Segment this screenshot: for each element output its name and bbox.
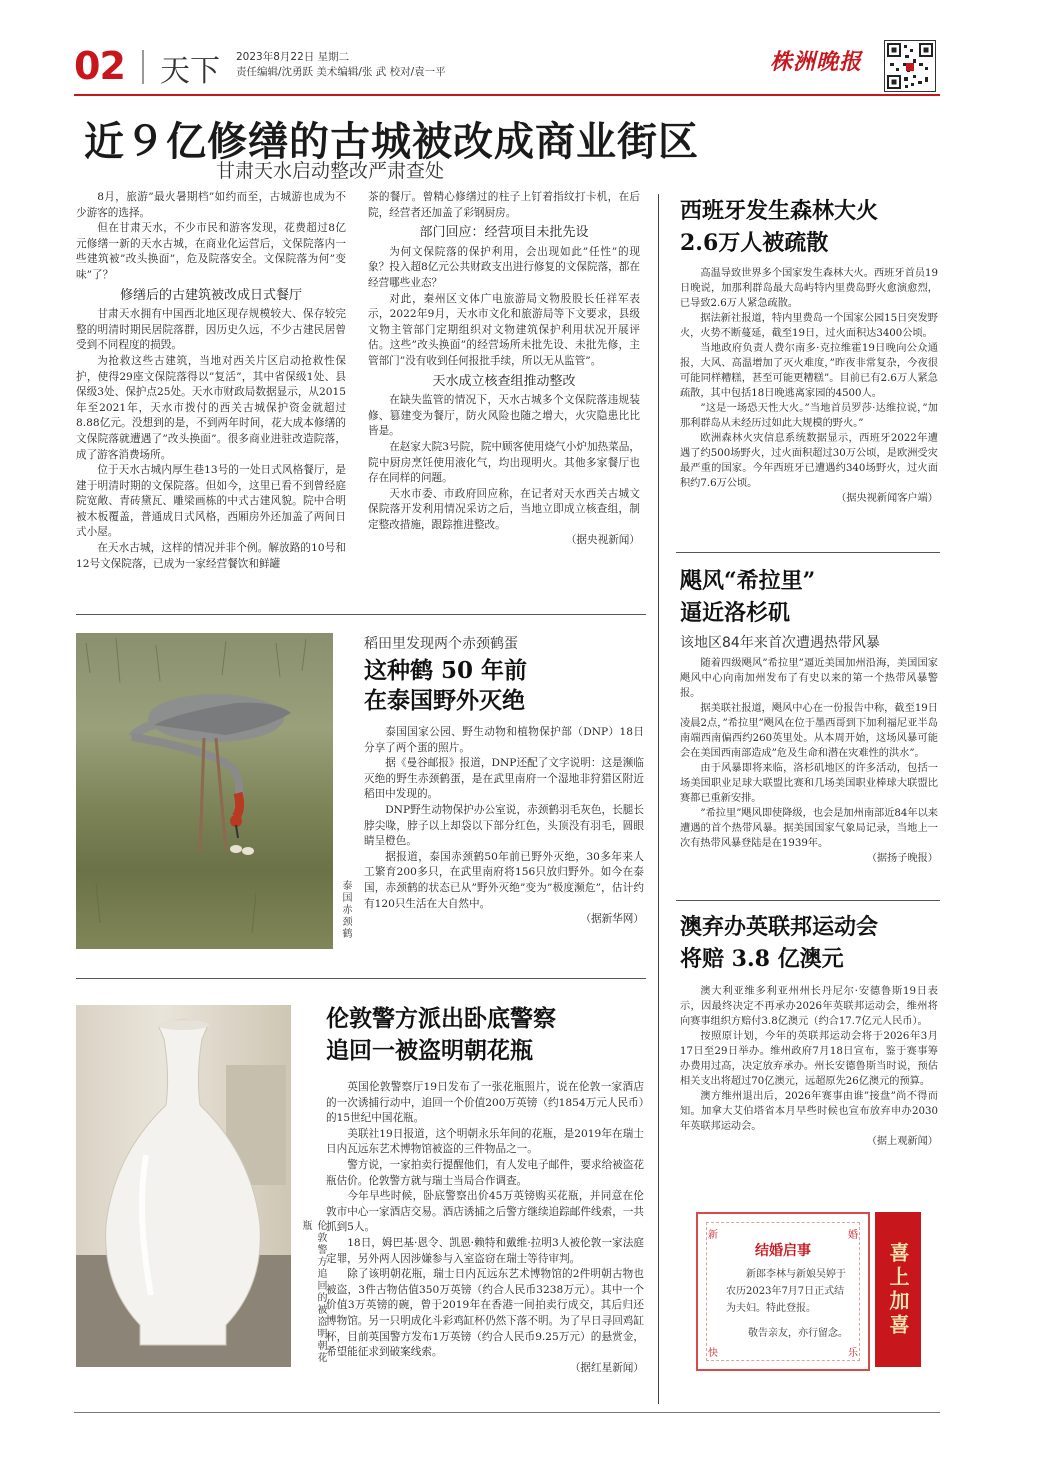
spain-title-line-1: 西班牙发生森林大火 (680, 198, 879, 224)
source-credit: （据新华网） (580, 913, 644, 926)
paragraph: 茶的餐厅。曾精心修缮过的柱子上钉着指纹打卡机，在后院，经营者还加盖了彩钢厨房。 (368, 191, 640, 219)
paragraph: 随着四级飓风”希拉里”逼近美国加州沿海，美国国家飓风中心向南加州发布了有史以来的第一个热带风暴警报。 (680, 658, 938, 699)
paragraph: 澳大利亚维多利亚州州长丹尼尔·安德鲁斯19日表示，因最终决定不再承办2026年英联邦运动会，维州将向赛事组织方赔付3.8亿澳元（约合17.7亿元人民币）。 (680, 986, 938, 1027)
games-title-line-2: 将赔 3.8 亿澳元 (680, 946, 844, 972)
section-divider (76, 614, 646, 615)
paragraph: 高温导致世界多个国家发生森林大火。西班牙首员19日晚说，加那利群岛最大岛屿特内里费岛野火愈演愈烈，已导致2.6万人紧急疏散。 (680, 268, 938, 309)
paragraph: 欧洲森林火灾信息系统数据显示，西班牙2022年遭遇了约500场野火，过火面积超过30万公顷，是欧洲受灾最严重的国家。今年西班牙已遭遇约340场野火，过火面积约7.6万公顷。 (680, 433, 938, 489)
corner-char: 婚 (848, 1230, 858, 1241)
vase-photo-caption: 伦敦警方追回的被盗明朝花瓶 (300, 1220, 326, 1364)
crane-kicker: 稻田里发现两个赤颈鹤蛋 (364, 636, 518, 652)
paragraph: 美联社19日报道，这个明朝永乐年间的花瓶，是2019年在瑞士日内瓦远东艺术博物馆被盗的三件物品之一。 (326, 1127, 644, 1156)
hilary-title-line-1: 飓风“希拉里” (680, 568, 816, 594)
paragraph: 除了该明朝花瓶，瑞士日内瓦远东艺术博物馆的2件明朝古物也被盗，3件古物估值350万英镑（约合人民币3238万元）。其中一个价值3万英镑的碗，曾于2019年在香港一间拍卖行成交，其后归还博物馆。另一只明成化斗彩鸡缸杯仍然下落不明。为了早日寻回鸡缸杯，目前英国警方发布1万英镑（约合人民币9.25万元）的悬赏金，希望能征求到破案线索。 (326, 1268, 644, 1359)
hilary-title-line-2: 逼近洛杉矶 (680, 600, 791, 626)
paragraph: 位于天水古城内厚生巷13号的一处日式风格餐厅，是建于明清时期的文保院落。但如今，这里已看不到曾经庭院宽敞、青砖黛瓦、雕梁画栋的中式古建风貌。院中合明被木板覆盖，普通成日式风格，西厢房外还加盖了两间日式小屋。 (76, 464, 346, 539)
source-credit: （据央视新闻客户端） (836, 493, 938, 504)
editors-line: 责任编辑/沈勇跃 美术编辑/张 武 校对/袁一平 (236, 66, 446, 78)
paragraph: 8月，旅游”最火暑期档”如约而至，古城游也成为不少游客的选择。 (76, 191, 346, 219)
paragraph: 在天水古城，这样的情况并非个例。解放路的10号和12号文保院落，已成为一家经营餐饮和鲜罐 (76, 542, 346, 570)
games-title-line-1: 澳弃办英联邦运动会 (680, 914, 879, 940)
vase-body (326, 1080, 644, 1376)
paragraph: 但在甘肃天水，不少市民和游客发现，花费超过8亿元修缮一新的天水古城，在商业化运营后，文保院落内一些建筑被”改头换面”，危及院落安全。文保院落为何”变味”了？ (76, 222, 346, 281)
vase-title-line-1: 伦敦警方派出卧底警察 (326, 1005, 556, 1032)
paragraph: ”这是一场恐天性大火。”当地首员罗莎·达维拉说，”加那利群岛从未经历过如此大规模的野火。” (680, 403, 938, 429)
paragraph: ”希拉里”飓风即使降级，也会是加州南部近84年以来遭遇的首个热带风暴。据美国国家气象局记录，当地上一次有热带风暴登陆是在1939年。 (680, 808, 938, 849)
paragraph: 为抢救这些古建筑，当地对西关片区启动抢救性保护，使得29座文保院落得以”复活”，其中省保级1处、县保级3处、保护点25处。天水市财政局数据显示，从2015年至2021年，天水市拨付的西关古城保护资金就超过8.88亿元。没想到的是，不到两年时间，花大成本修缮的文保院落就遭遇了”改头换面”。很多商业进驻改造院落，成了游客消费场所。 (76, 354, 346, 461)
lead-column-1 (76, 190, 346, 572)
corner-char: 新 (708, 1230, 718, 1241)
wedding-notice (696, 1212, 870, 1371)
paragraph: 澳方维州退出后，2026年赛事由谁”接盘”尚不得而知。加拿大艾伯塔省本月早些时候也宣布放弃申办2030年英联邦运动会。 (680, 1091, 938, 1132)
crane-title-line-2: 在泰国野外灭绝 (364, 687, 525, 714)
vase-photo (76, 1005, 291, 1367)
lead-subheading: 部门回应：经营项目未批先设 (419, 225, 589, 241)
masthead-divider (142, 50, 144, 84)
paragraph: 天水市委、市政府回应称，在记者对天水西关古城文保院落开发利用情况采访之后，当地立即成立核查组，制定整改措施，跟踪推进整改。 (368, 487, 640, 531)
spain-title-line-2: 2.6万人被疏散 (680, 230, 829, 256)
section-divider (676, 900, 940, 901)
wedding-body: 新郎李林与新娘吴婷于农历2023年7月7日正式结为夫妇。特此登报。 (726, 1269, 846, 1314)
crane-body (364, 725, 644, 928)
qr-code-icon (884, 40, 936, 92)
masthead-rule (74, 94, 940, 96)
paragraph: 警方说，一家拍卖行提醒他们，有人发电子邮件，要求给被盗花瓶估价。伦敦警方就与瑞士当局合作调查。 (326, 1158, 644, 1187)
crane-photo (76, 633, 333, 949)
newspaper-logo: 株洲晚报 (769, 49, 862, 75)
section-divider (76, 978, 646, 979)
source-credit: （据扬子晚报） (866, 853, 938, 864)
masthead-info (236, 50, 446, 80)
paragraph: 据报道，泰国赤颈鹤50年前已野外灭绝，30多年来人工繁育200多只，在武里南府将156只放归野外。如今在泰国，赤颈鹤的状态已从”野外灭绝”变为”极度濒危”，估计约有120只生活在大自然中。 (364, 850, 644, 910)
page-bottom-rule (74, 1412, 940, 1413)
source-credit: （据上观新闻） (866, 1136, 938, 1147)
corner-char: 乐 (848, 1348, 858, 1359)
crane-title-line-1: 这种鹤 50 年前 (364, 657, 528, 684)
paragraph: 在缺失监管的情况下，天水古城多个文保院落违规装修、篡建变为餐厅，防火风险也随之增大，火灾隐患比比皆是。 (368, 394, 640, 438)
hilary-body (680, 656, 938, 866)
lead-subheading: 天水成立核查组推动整改 (432, 373, 576, 389)
paragraph: 由于风暴即将来临，洛杉矶地区的许多活动，包括一场美国职业足球大联盟比赛和几场美国职业棒球大联盟比赛都已重新安排。 (680, 763, 938, 804)
wedding-banner: 喜上加喜 (875, 1212, 921, 1367)
paragraph: 当地政府负责人费尔南多·克拉维霍19日晚向公众通报，大风、高温增加了灭火难度，”昨夜非常复杂，今夜很可能同样糟糕，甚至可能更糟糕”。目前已有2.6万人紧急疏散，其中包括18日晚逃离家园的4500人。 (680, 343, 938, 399)
paragraph: 英国伦敦警察厅19日发布了一张花瓶照片，说在伦敦一家酒店的一次诱捕行动中，追回一个价值200万英镑（约1854万元人民币）的15世纪中国花瓶。 (326, 1081, 644, 1125)
paragraph: 据《曼谷邮报》报道，DNP还配了文字说明：这是濒临灭绝的野生赤颈鹤蛋，是在武里南府一个湿地非狩猎区附近稻田中发现的。 (364, 757, 644, 801)
wedding-title: 结婚启事 (755, 1243, 811, 1259)
section-divider (676, 552, 940, 553)
paragraph: 据法新社报道，特内里费岛一个国家公园15日突发野火，火势不断蔓延，截至19日，过火面积达3400公顷。 (680, 313, 938, 339)
lead-subheading: 修缮后的古建筑被改成日式餐厅 (119, 287, 302, 303)
games-body (680, 984, 938, 1149)
section-name: 天下 (160, 54, 220, 89)
paragraph: 18日，姆巴基·恩令、凯恩·赖特和戴维·拉明3人被伦敦一家法庭定罪，另外两人因涉嫌参与入室盗窃在瑞士等待审判。 (326, 1236, 644, 1265)
corner-char: 快 (708, 1348, 718, 1359)
vase-title-line-2: 追回一被盗明朝花瓶 (326, 1037, 533, 1064)
lead-column-2 (368, 190, 640, 549)
paragraph: 今年早些时候，卧底警察出价45万英镑购买花瓶，并同意在伦敦市中心一家酒店交易。酒店诱捕之后警方继续追踪邮件线索，一共抓到5人。 (326, 1190, 644, 1234)
source-credit: （据红星新闻） (569, 1361, 644, 1374)
paragraph: 甘肃天水拥有中国西北地区现存规模较大、保存较完整的明清时期民居院落群，因历史久远，不少古建民居曾受到不同程度的损毁。 (76, 308, 346, 352)
paragraph: 据美联社报道，飓风中心在一份报告中称，截至19日凌晨2点，”希拉里”飓风在位于墨西哥到下加利福尼亚半岛南端西南偏西约260英里处。从本周开始，这场风暴可能会在美国西南部造成”危及生命和潜在灾难性的洪水”。 (680, 703, 938, 759)
paragraph: 对此，秦州区文体广电旅游局文物股股长任祥军表示，2022年9月，天水市文化和旅游局等下文要求，县级文物主管部门定期组织对文物建筑保护利用状况开展评估。这些”改头换面”的经营场所未批先设、未批先修，主管部门”没有收到任何报批手续，所以无从监管”。 (368, 292, 640, 367)
lead-subhead: 甘肃天水启动整改严肃查处 (216, 160, 445, 182)
crane-photo-caption: 泰国赤颈鹤 (340, 880, 351, 940)
column-divider (658, 194, 659, 1404)
page-number: 02 (74, 44, 125, 88)
date-line: 2023年8月22日 星期二 (236, 51, 350, 63)
lead-headline: 近９亿修缮的古城被改成商业街区 (84, 119, 699, 165)
paragraph: DNP野生动物保护办公室说，赤颈鹤羽毛灰色，长腿长脖尖喙，脖子以上却袋以下部分红色，头顶没有羽毛，圆眼睛呈橙色。 (364, 803, 644, 848)
wedding-closing: 敬告亲友，亦行留念。 (748, 1328, 848, 1339)
paragraph: 在赵家大院3号院，院中顾客使用烧气小炉加热菜品，院中厨房烹饪使用液化气，均出现明火。其他多家餐厅也存在同样的问题。 (368, 440, 640, 485)
paragraph: 为何文保院落的保护利用，会出现如此”任性”的现象？投入超8亿元公共财政支出进行修复的文保院落，都在经营哪些业态？ (368, 245, 640, 289)
hilary-subhead: 该地区84年来首次遭遇热带风暴 (680, 635, 880, 651)
paragraph: 按照原计划，今年的英联邦运动会将于2026年3月17日至29日举办。维州政府7月18日宣布，鉴于赛事筹办费用过高，决定放弃承办。州长安德鲁斯当时说，预估相关支出将超过70亿澳元，远超原先26亿澳元的预算。 (680, 1031, 938, 1087)
source-credit: （据央视新闻） (565, 534, 640, 547)
spain-body (680, 266, 938, 506)
paragraph: 泰国国家公园、野生动物和植物保护部（DNP）18日分享了两个蛋的照片。 (364, 726, 644, 754)
